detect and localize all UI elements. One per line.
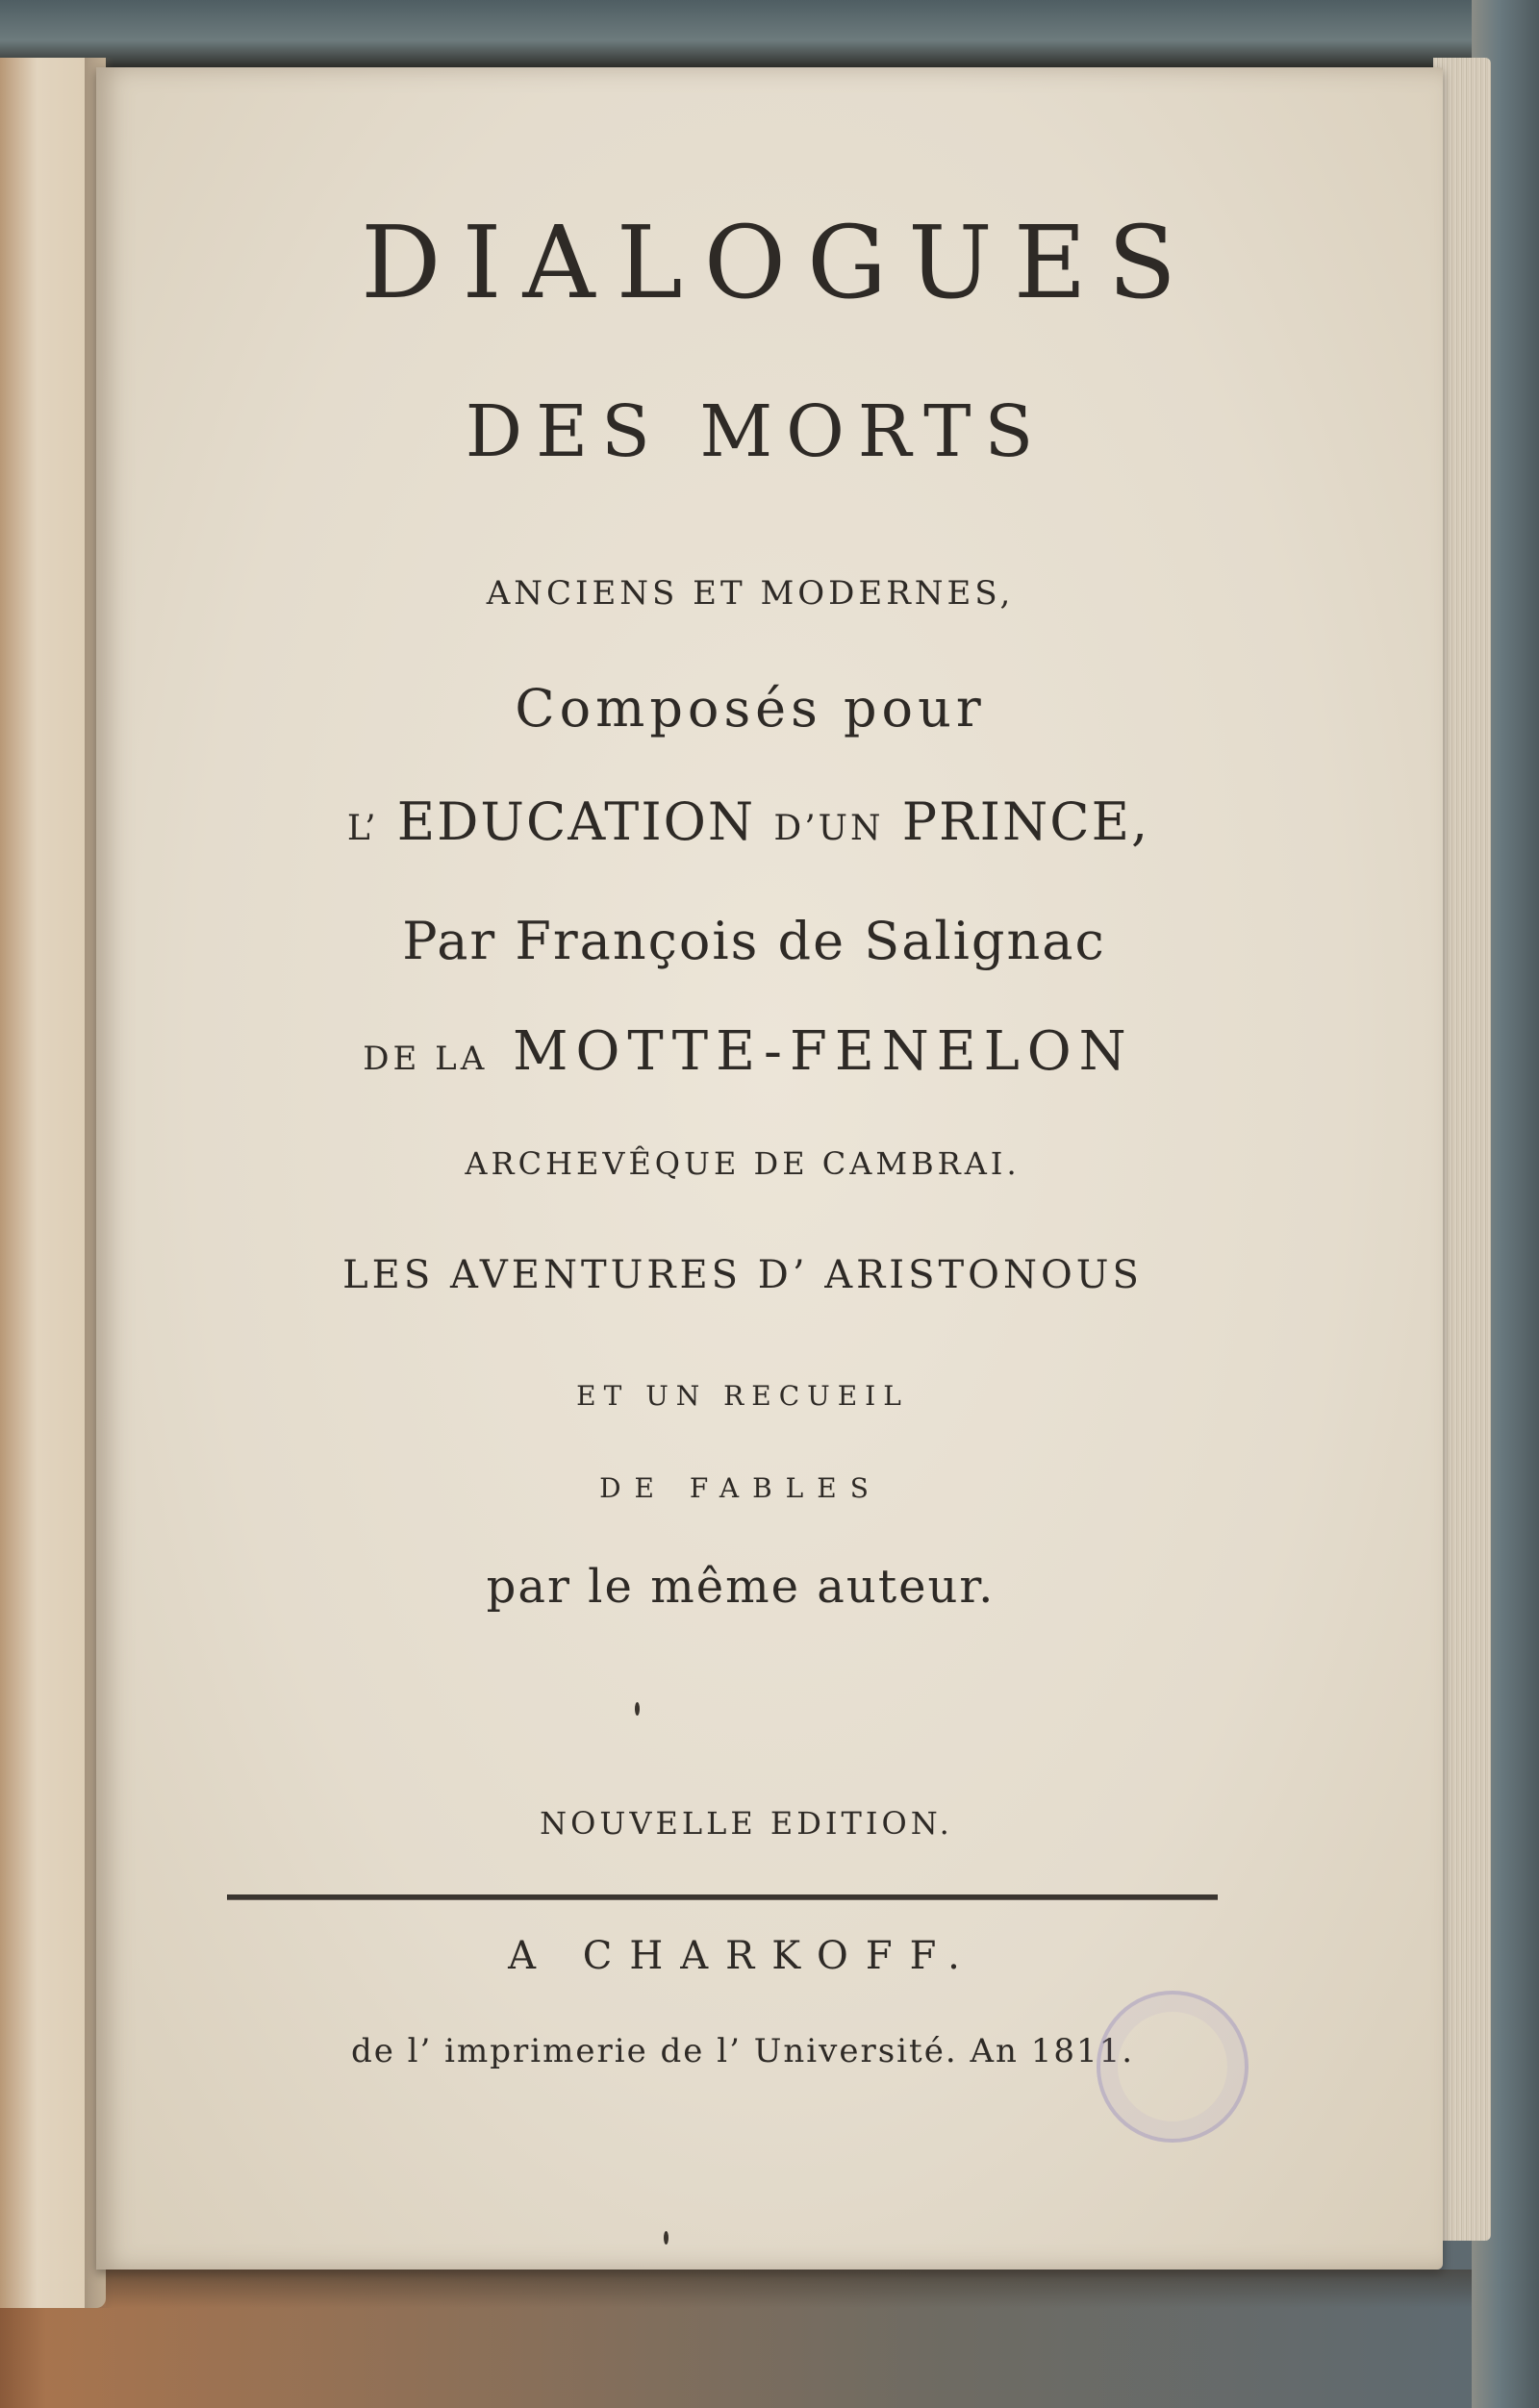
place-line: A CHARKOFF. (508, 1934, 977, 1978)
subtitle-anciens: ANCIENS ET MODERNES, (486, 574, 1015, 613)
subtitle: DES MORTS (465, 390, 1047, 473)
cover-top-edge (0, 0, 1539, 67)
recueil-line: ET UN RECUEIL (576, 1380, 909, 1412)
education-mid: D’UN (773, 809, 884, 848)
name-main: MOTTE-FENELON (513, 1020, 1134, 1083)
page-bottom-shadow (106, 2270, 1472, 2308)
ink-speck (635, 1702, 640, 1716)
fables-line: DE FABLES (599, 1472, 882, 1504)
library-stamp (1097, 1991, 1249, 2143)
name-prefix: DE LA (363, 1040, 489, 1078)
education-end: PRINCE, (901, 791, 1150, 852)
education-main: EDUCATION (396, 791, 756, 852)
same-author-line: par le même auteur. (486, 1560, 996, 1614)
title-page (96, 67, 1443, 2270)
office-line: ARCHEVÊQUE DE CAMBRAI. (465, 1145, 1021, 1182)
ink-speck (664, 2231, 669, 2245)
double-rule (227, 1894, 1218, 1900)
education-line (75, 791, 1422, 852)
title: DIALOGUES (361, 204, 1198, 321)
edition-line: NOUVELLE EDITION. (540, 1805, 953, 1842)
composed-line: Composés pour (515, 678, 986, 739)
author-name-line (75, 1020, 1422, 1083)
imprint-line: de l’ imprimerie de l’ Université. An 1811. (350, 2032, 1135, 2070)
aventures-line: LES AVENTURES D’ ARISTONOUS (342, 1253, 1143, 1297)
education-prefix: L’ (346, 809, 379, 848)
author-line: Par François de Salignac (402, 911, 1106, 971)
